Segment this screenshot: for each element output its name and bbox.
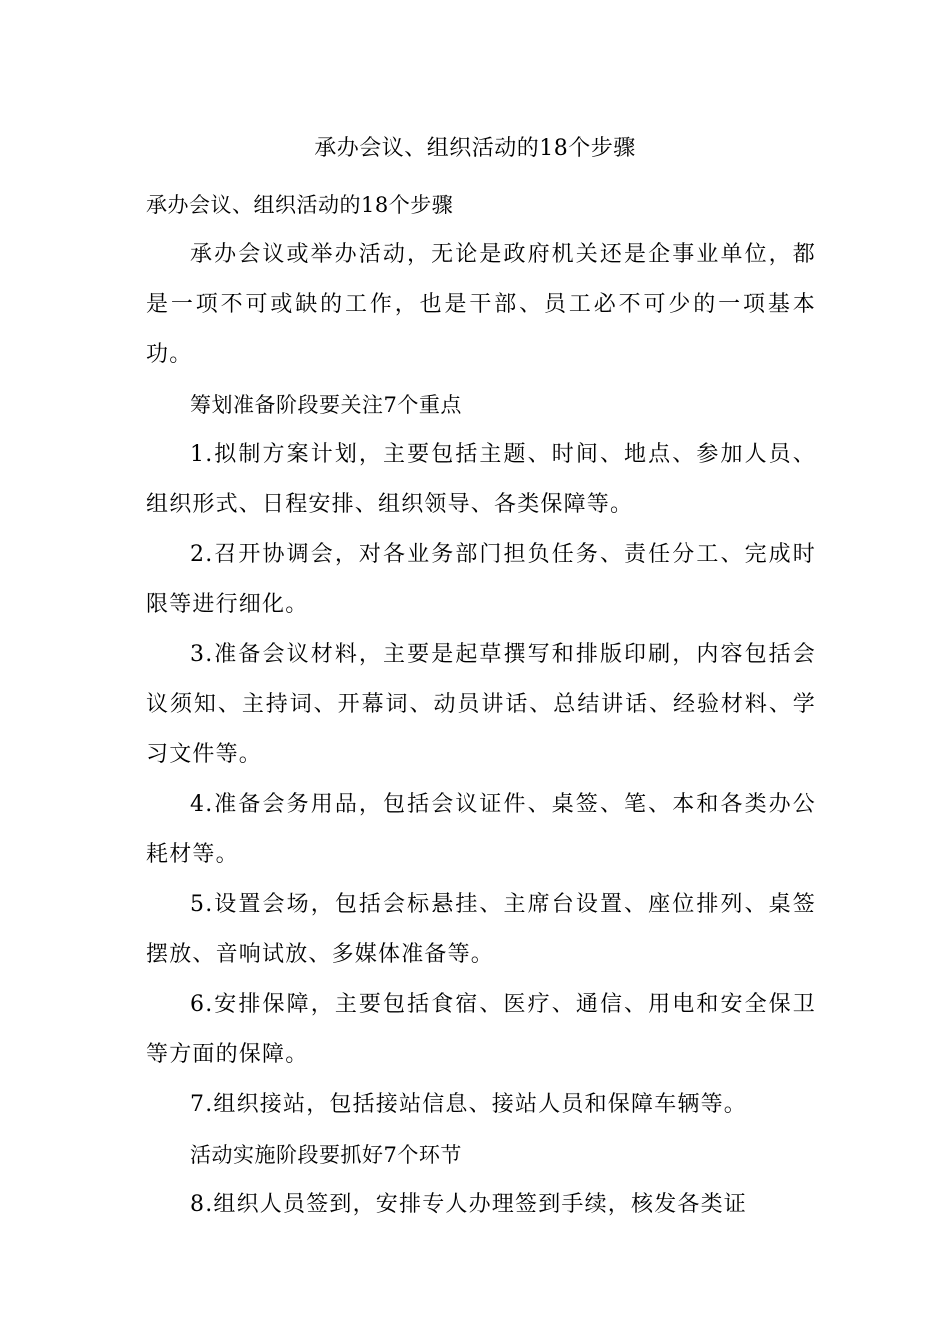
- subtitle-paragraph: 承办会议、组织活动的18个步骤: [146, 193, 454, 217]
- step-paragraph-2: 2.召开协调会，对各业务部门担负任务、责任分工、完成时限等进行细化。: [146, 542, 816, 617]
- intro-paragraph: 承办会议或举办活动，无论是政府机关还是企事业单位，都是一项不可或缺的工作，也是干部、员工必不可少的一项基本功。: [146, 242, 816, 367]
- step-paragraph-7: 7.组织接站，包括接站信息、接站人员和保障车辆等。: [190, 1092, 747, 1117]
- section-heading-implementation: 活动实施阶段要抓好7个环节: [190, 1143, 462, 1167]
- step-paragraph-5: 5.设置会场，包括会标悬挂、主席台设置、座位排列、桌签摆放、音响试放、多媒体准备等。: [146, 892, 816, 967]
- step-paragraph-6: 6.安排保障，主要包括食宿、医疗、通信、用电和安全保卫等方面的保障。: [146, 992, 816, 1067]
- section-heading-preparation: 筹划准备阶段要关注7个重点: [190, 393, 462, 417]
- document-title: 承办会议、组织活动的18个步骤: [314, 136, 636, 161]
- step-paragraph-4: 4.准备会务用品，包括会议证件、桌签、笔、本和各类办公耗材等。: [146, 792, 816, 867]
- step-paragraph-8: 8.组织人员签到，安排专人办理签到手续，核发各类证: [190, 1192, 747, 1217]
- document-body: [146, 180, 816, 1230]
- step-paragraph-1: 1.拟制方案计划，主要包括主题、时间、地点、参加人员、组织形式、日程安排、组织领导、各类保障等。: [146, 442, 816, 517]
- step-paragraph-3: 3.准备会议材料，主要是起草撰写和排版印刷，内容包括会议须知、主持词、开幕词、动员讲话、总结讲话、经验材料、学习文件等。: [146, 642, 816, 767]
